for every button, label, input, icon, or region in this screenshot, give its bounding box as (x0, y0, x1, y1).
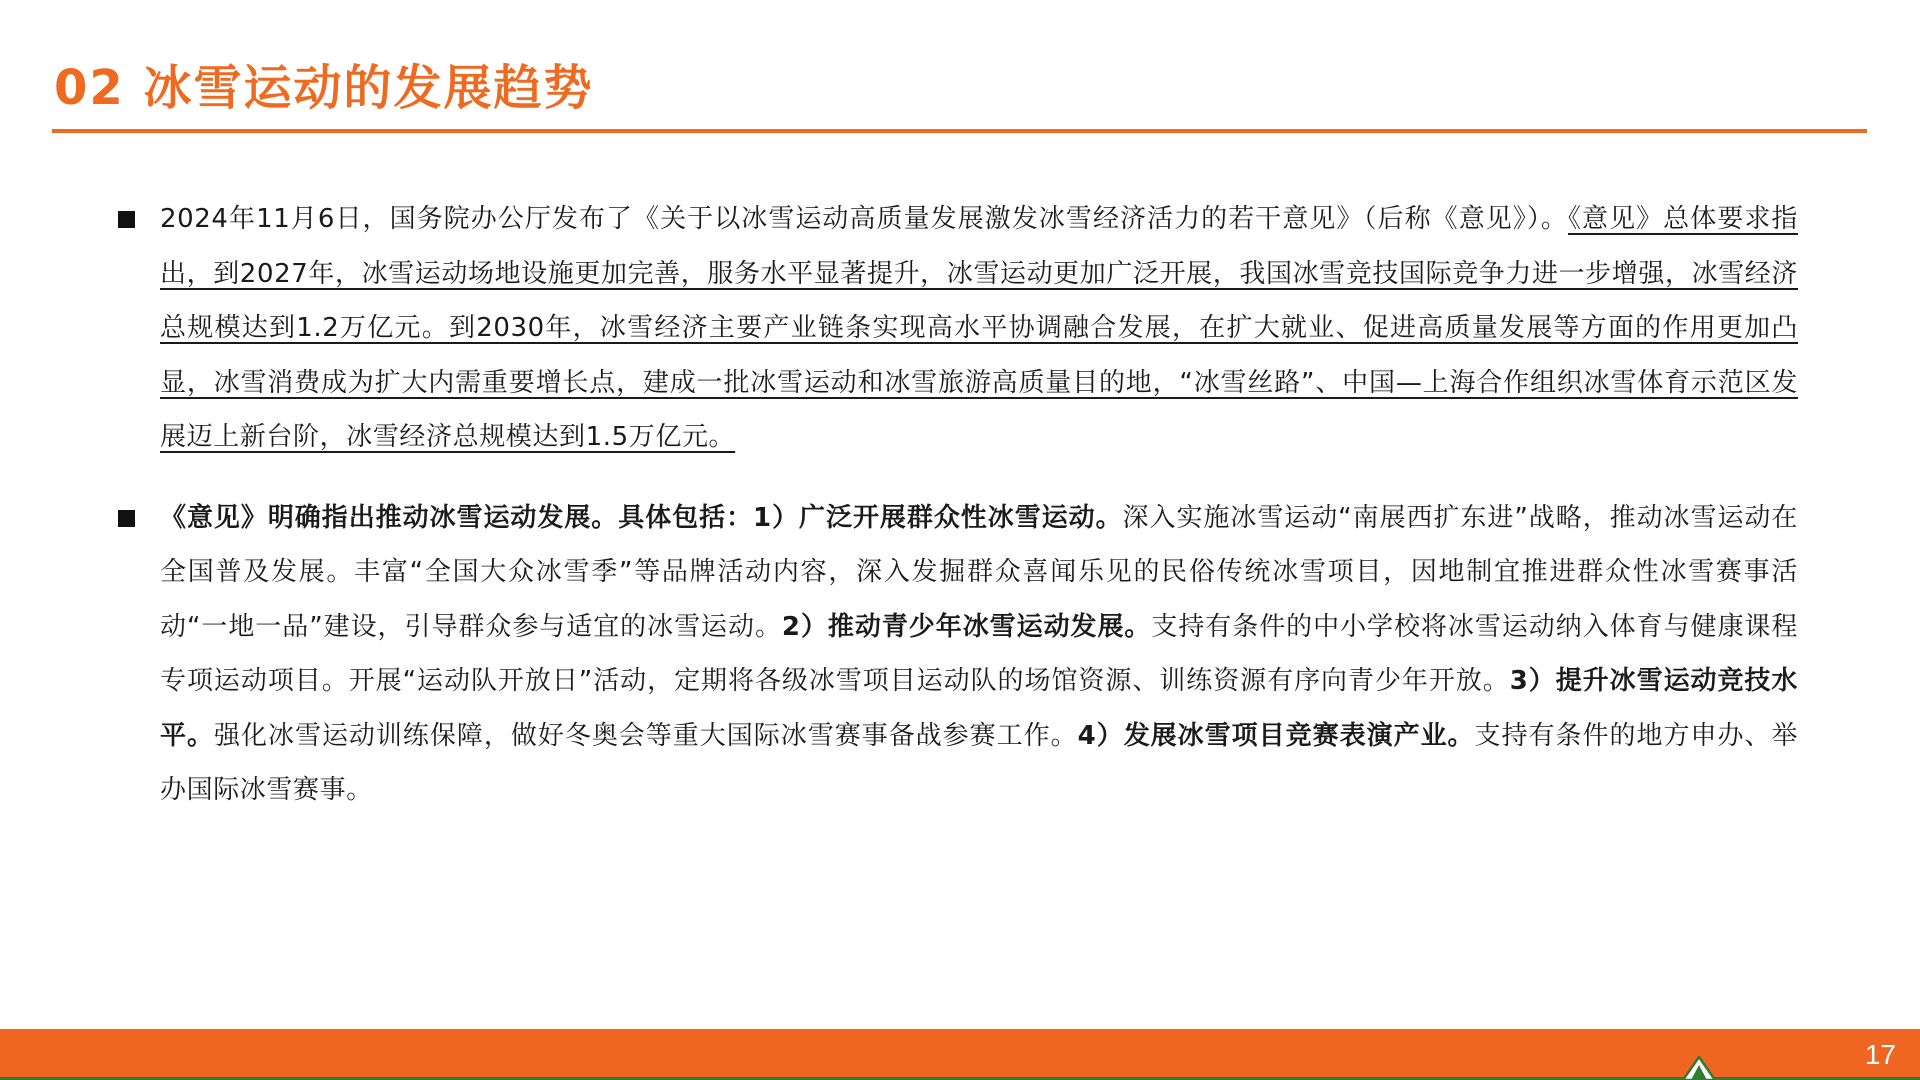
square-bullet-icon (118, 211, 135, 228)
bullet-paragraph (160, 192, 1798, 465)
bullet-subhead-bold: 2）推动青少年冰雪运动发展。 (781, 611, 1152, 642)
bullet-item-development (118, 491, 1798, 818)
bullet-body-text: 支持有条件的地方申办、举办国际冰雪赛事。 (160, 720, 1799, 805)
bullet-lead-bold: 《意见》明确指出推动冰雪运动发展。具体包括：1）广泛开展群众性冰雪运动。 (160, 502, 1123, 533)
slide-title: 02 冰雪运动的发展趋势 (54, 60, 594, 116)
square-bullet-icon (118, 510, 135, 527)
bullet-intro-text: 2024年11月6日，国务院办公厅发布了《关于以冰雪运动高质量发展激发冰雪经济活力的若干意见》（后称《意见》）。 (160, 204, 1568, 234)
slide-header (52, 52, 1867, 134)
slide-content (118, 192, 1798, 818)
logo-mark-icon (1681, 1056, 1717, 1080)
bullet-subhead-bold: 4）发展冰雪项目竞赛表演产业。 (1077, 720, 1475, 751)
footer-bar (0, 1029, 1920, 1077)
bullet-body-text: 深入实施冰雪运动“南展西扩东进”战略，推动冰雪运动在全国普及发展。丰富“全国大众冰雪季”等品牌活动内容，深入发掘群众喜闻乐见的民俗传统冰雪项目，因地制宜推进群众性冰雪赛事活动“一地一品”建设，引导群众参与适宜的冰雪运动。 (160, 502, 1798, 642)
page-number: 17 (1864, 1039, 1896, 1070)
bullet-underlined-text: 《意见》总体要求指出，到2027年，冰雪运动场地设施更加完善，服务水平显著提升，冰雪运动更加广泛开展，我国冰雪竞技国际竞争力进一步增强，冰雪经济总规模达到1.2万亿元。到2030年，冰雪经济主要产业链条实现高水平协调融合发展，在扩大就业、促进高质量发展等方面的作用更加凸显，冰雪消费成为扩大内需重要增长点，建成一批冰雪运动和冰雪旅游高质量目的地，“冰雪丝路”、中国—上海合作组织冰雪体育示范区发展迈上新台阶，冰雪经济总规模达到1.5万亿元。 (160, 204, 1798, 452)
bullet-subhead-bold: 3）提升冰雪运动竞技水平。 (160, 666, 1798, 751)
title-divider (52, 129, 1867, 133)
bullet-body-text: 支持有条件的中小学校将冰雪运动纳入体育与健康课程专项运动项目。开展“运动队开放日”活动，定期将各级冰雪项目运动队的场馆资源、训练资源有序向青少年开放。 (160, 611, 1798, 696)
bullet-paragraph (160, 491, 1798, 818)
bullet-body-text: 强化冰雪运动训练保障，做好冬奥会等重大国际冰雪赛事备战参赛工作。 (213, 720, 1078, 751)
bullet-item-guideline (118, 192, 1798, 465)
